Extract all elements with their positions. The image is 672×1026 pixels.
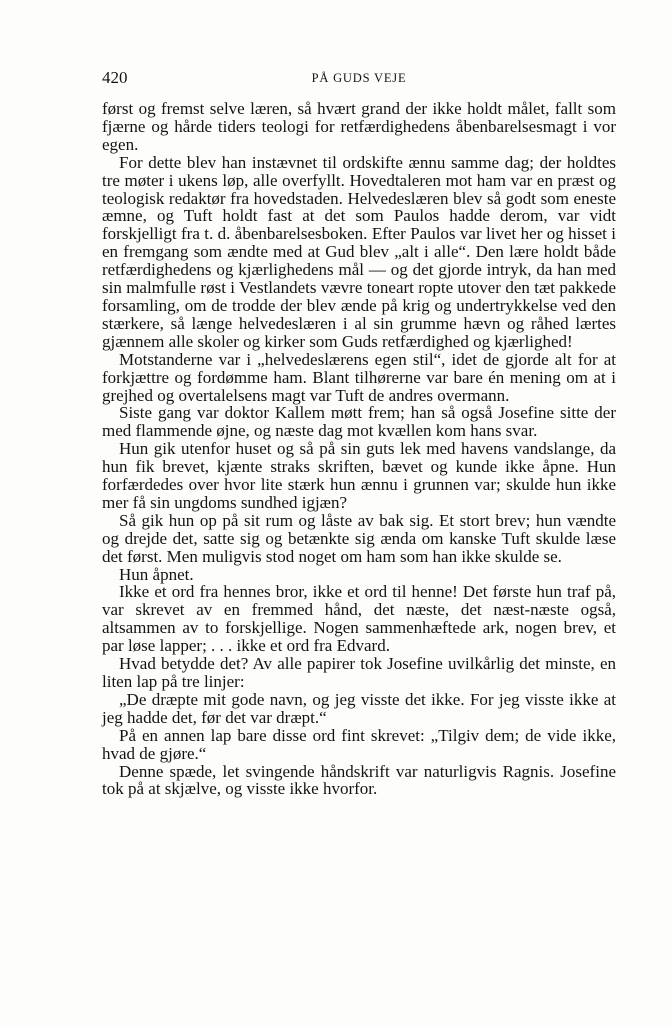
quoted-note: „De dræpte mit gode navn, og jeg visste det ikke. For jeg visste ikke at jeg hadde det, før det var dræpt.“: [102, 689, 616, 727]
paragraph: først og fremst selve læren, så hvært grand der ikke holdt målet, fallt som fjærne og hårde tiders teologi for retfærdighedens åbenbarelsesmagt i vor egen.: [102, 99, 616, 154]
paragraph: Hun åpnet.: [119, 564, 194, 584]
paragraph: Denne spæde, let svingende håndskrift var naturligvis Ragnis. Josefine tok på at skjælve, og visste ikke hvorfor.: [102, 761, 616, 799]
paragraph: Motstanderne var i „helvedeslærens egen stil“, idet de gjorde alt for at forkjættre og fordømme ham. Blant tilhørerne var bare én mening om at i grejhed og overtalelsens magt var Tuft de andres overmann.: [102, 349, 616, 405]
paragraph: Siste gang var doktor Kallem møtt frem; han så også Josefine sitte der med flammende øjne, og næste dag mot kvællen kom hans svar.: [102, 403, 616, 441]
running-title: PÅ GUDS VEJE: [311, 71, 407, 85]
page-number: 420: [102, 68, 128, 87]
page-header: [102, 68, 616, 90]
paragraph: På en annen lap bare disse ord fint skrevet: „Tilgiv dem; de vide ikke, hvad de gjøre.“: [102, 725, 616, 763]
paragraph: Hvad betydde det? Av alle papirer tok Josefine uvilkårlig det minste, en liten lap på tre linjer:: [102, 654, 616, 691]
paragraph: Hun gik utenfor huset og så på sin guts lek med havens vandslange, da hun fik brevet, kjænte straks skriften, bævet og kunde ikke åpne. Hun forfærdedes over hvor lite stærk hun ænnu i grunnen var; skulde hun ikke mer få sin ungdoms sundhed igjæn?: [102, 439, 616, 512]
paragraph: Ikke et ord fra hennes bror, ikke et ord til henne! Det første hun traf på, var skrevet av en fremmed hånd, det næste, det næst-næste også, altsammen av to forskjellige. Nogen sammenhæftede ark, nogen brev, et par løse lapper; . . . ikke et ord fra Edvard.: [102, 582, 616, 656]
paragraph: Så gik hun op på sit rum og låste av bak sig. Et stort brev; hun vændte og drejde det, satte sig og betænkte sig ænda om kanske Tuft skulde læse det først. Men muligvis stod noget om ham som han ikke skulde se.: [102, 510, 616, 566]
paragraph: For dette blev han instævnet til ordskifte ænnu samme dag; der holdtes tre møter i ukens løp, alle overfyllt. Hovedtaleren mot ham var en præst og teologisk redaktør fra hovedstaden. Helvedeslæren blev så godt som eneste æmne, og Tuft holdt fast at det som Paulos hadde derom, var vidt forskjelligt fra t. d. åbenbarelsesboken. Efter Paulos var livet her og hisset i en fremgang som ændte med at Gud blev „alt i alle“. Den lære holdt både retfærdighedens og kjærlighedens mål — og det gjorde intryk, da han med sin malmfulle røst i Vestlandets vævre toneart ropte utover den tæt pakkede forsamling, om de trodde der blev ænde på krig og undertrykkelse ved den stærkere, så længe helvedeslæren i al sin grumme hævn og råhed lærtes gjænnem alle skoler og kirker som Guds retfærdighed og kjærlighed!: [102, 152, 616, 351]
body-text: [102, 100, 616, 798]
